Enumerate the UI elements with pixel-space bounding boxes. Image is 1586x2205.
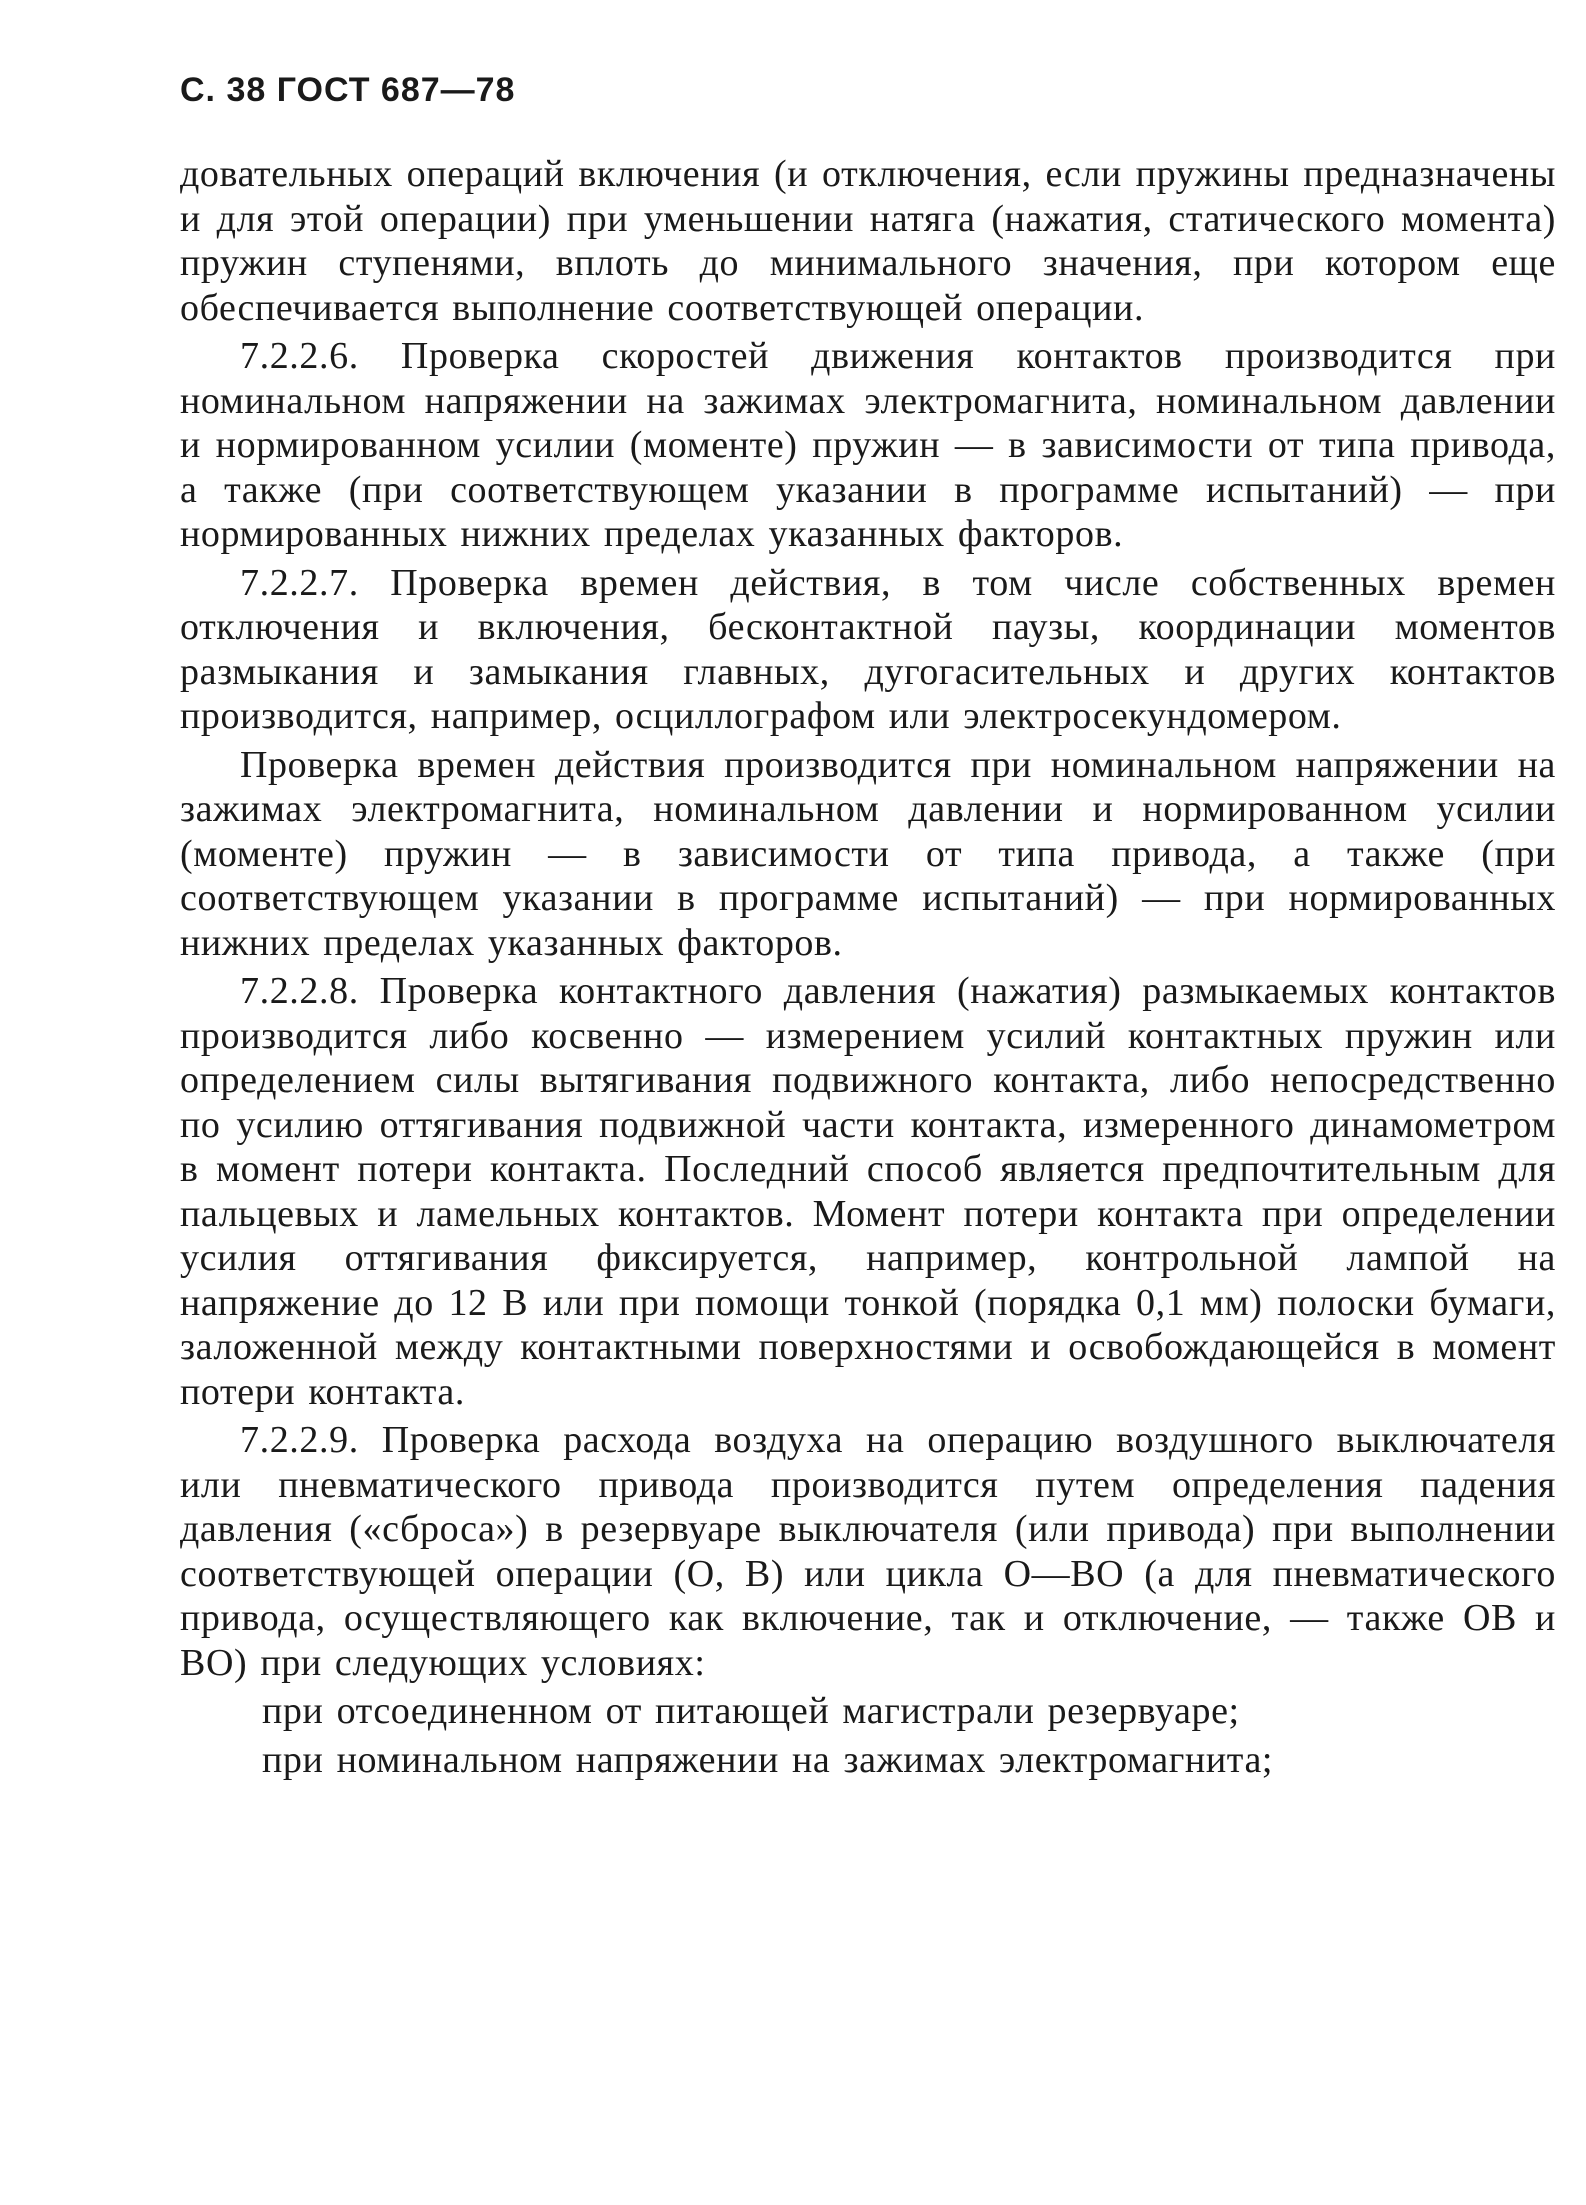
paragraph-response-time-check: Проверка времен действия производится при номинальном напряжении на зажимах электромагнита, номинальном давлении и нормированном усилии (моменте) пружин — в зависимости от типа привода, а также (при соответствующем указании в программе испытаний) — при нормированных нижних пределах указанных факторов. — [180, 743, 1556, 964]
paragraph-7-2-2-8: 7.2.2.8. Проверка контактного давления (нажатия) размыкаемых контактов производится либо косвенно — измерением усилий контактных пружин или определением силы вытягивания подвижного контакта, либо непосредственно по усилию оттягивания подвижной части контакта, измеренного динамометром в момент потери контакта. Последний способ является предпочтительным для пальцевых и ламельных контактов. Момент потери контакта при определении усилия оттягивания фиксируется, например, контрольной лампой на напряжение до 12 В или при помощи тонкой (порядка 0,1 мм) полоски бумаги, заложенной между контактными поверхностями и освобождающейся в момент потери контакта. — [180, 970, 1556, 1413]
page-header: С. 38 ГОСТ 687—78 — [180, 71, 516, 109]
paragraph-7-2-2-9: 7.2.2.9. Проверка расхода воздуха на операцию воздушного выключателя или пневматического привода производится путем определения падения давления («сброса») в резервуаре выключателя (или привода) при выполнении соответствующей операции (О, В) или цикла О—ВО (а для пневматического привода, осуществляющего как включение, так и отключение, — также ОВ и ВО) при следующих условиях: — [180, 1419, 1556, 1684]
condition-list-item: при отсоединенном от питающей магистрали резервуаре; — [262, 1690, 1240, 1732]
paragraph-7-2-2-7: 7.2.2.7. Проверка времен действия, в том числе собственных времен отключения и включения, бесконтактной паузы, координации моментов размыкания и замыкания главных, дугогасительных и других контактов производится, например, осциллографом или электросекундомером. — [180, 561, 1556, 737]
document-page — [180, 70, 1556, 1786]
condition-list-item: при номинальном напряжении на зажимах электромагнита; — [262, 1738, 1274, 1781]
paragraph-7-2-2-6: 7.2.2.6. Проверка скоростей движения контактов производится при номинальном напряжении на зажимах электромагнита, номинальном давлении и нормированном усилии (моменте) пружин — в зависимости от типа привода, а также (при соответствующем указании в программе испытаний) — при нормированных нижних пределах указанных факторов. — [180, 335, 1556, 555]
paragraph-continuation: довательных операций включения (и отключения, если пружины предназначены и для этой операции) при уменьшении натяга (нажатия, статического момента) пружин ступенями, вплоть до минимального значения, при котором еще обеспечивается выполнение соответствующей операции. — [180, 153, 1556, 329]
document-body — [180, 152, 1556, 1782]
